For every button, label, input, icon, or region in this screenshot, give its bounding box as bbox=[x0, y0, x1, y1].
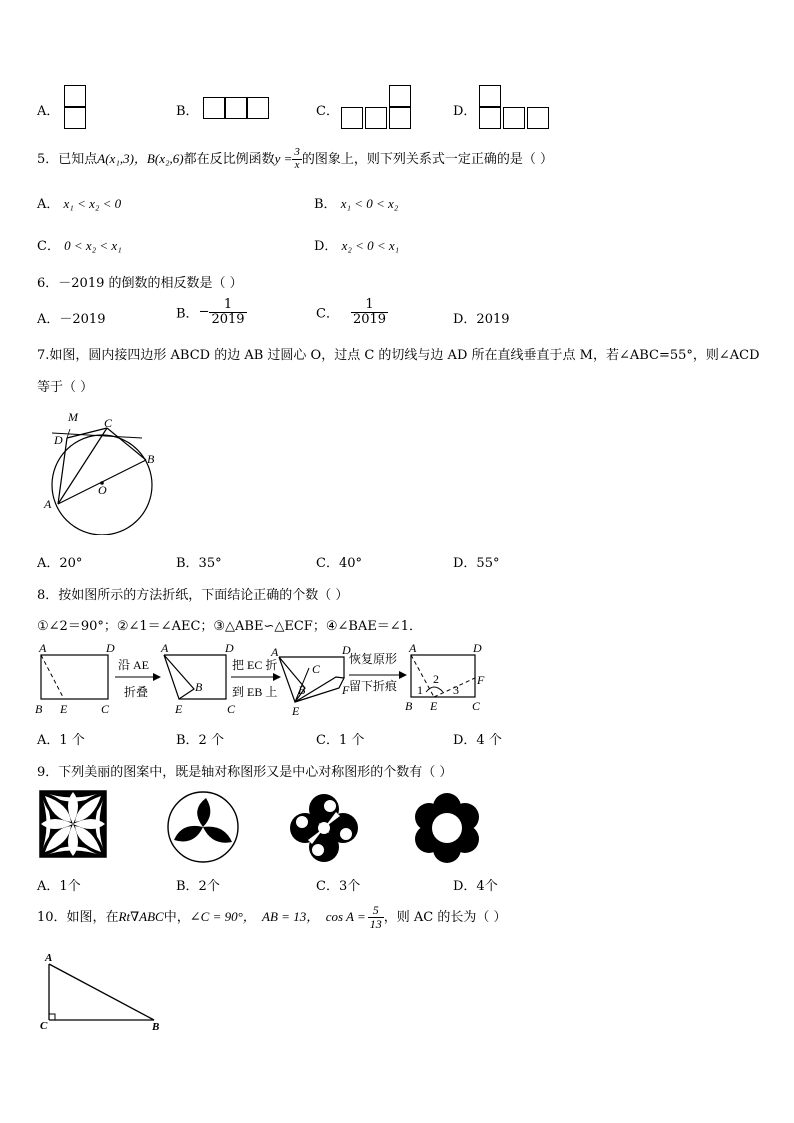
q7-option-b: B．35° bbox=[176, 556, 222, 571]
q9-pattern-3 bbox=[288, 792, 360, 864]
q8-p1-label-c: C bbox=[101, 702, 110, 716]
question-6-stem: 6．－2019 的倒数的相反数是（ ） bbox=[37, 276, 243, 291]
q6-option-c: C． $\frac{1}{2019}$ bbox=[316, 297, 387, 327]
q8-option-d: D．4 个 bbox=[453, 733, 502, 748]
q8-option-c: C．1 个 bbox=[316, 733, 365, 748]
q9-pattern-2 bbox=[166, 790, 240, 864]
question-8-stem: 8．按如图所示的方法折纸，下面结论正确的个数（ ） bbox=[37, 588, 349, 603]
q8-p4-label-a: A bbox=[409, 641, 417, 655]
q5-option-a: A． x₁ < x₂ < 0 bbox=[37, 196, 122, 212]
q9-pattern-1 bbox=[39, 790, 107, 858]
q9-option-c: C．3个 bbox=[316, 879, 361, 894]
q4-option-b-label: B． bbox=[176, 104, 199, 119]
q7-label-c: C bbox=[104, 416, 113, 430]
q9-option-a: A．1个 bbox=[37, 879, 81, 894]
q8-p2-label-a: A bbox=[161, 641, 169, 655]
q7-label-b: B bbox=[147, 452, 155, 466]
q10-label-b: B bbox=[152, 1021, 160, 1033]
q8-option-a: A．1 个 bbox=[37, 733, 85, 748]
q4-option-a-label: A． bbox=[37, 104, 60, 119]
q8-p4-label-f: F bbox=[477, 673, 485, 687]
question-8-conclusions: ①∠2＝90°；②∠1＝∠AEC；③△ABE∽△ECF；④∠BAE＝∠1． bbox=[37, 619, 422, 634]
q8-p1-label-e: E bbox=[60, 702, 68, 716]
q8-option-b: B．2 个 bbox=[176, 733, 224, 748]
question-7-stem-line1: 7.如图，圆内接四边形 ABCD 的边 AB 过圆心 O，过点 C 的切线与边 AD 所在直线垂直于点 M，若∠ABC=55°，则∠ACD bbox=[37, 348, 760, 363]
q8-p2-label-b: B bbox=[195, 680, 203, 694]
q8-step3-top: 恢复原形 bbox=[349, 652, 398, 666]
q7-option-a: A．20° bbox=[37, 556, 83, 571]
question-5-stem: 5．已知点A(x₁,3)，B(x₂,6)都在反比例函数y = $\frac{3}{x}$ 的图象上，则下列关系式一定正确的是（ ） bbox=[37, 146, 554, 171]
q8-p1-label-d: D bbox=[106, 641, 115, 655]
q8-p3-label-d: D bbox=[342, 643, 351, 657]
q8-step2-bottom: 到 EB 上 bbox=[232, 685, 278, 699]
q10-triangle-figure bbox=[38, 950, 168, 1036]
q9-option-b: B．2个 bbox=[176, 879, 220, 894]
q8-p2-label-c: C bbox=[227, 702, 236, 716]
q8-p1-label-b: B bbox=[35, 702, 43, 716]
q8-p3-label-c: C bbox=[312, 662, 321, 676]
q7-circle-figure bbox=[38, 405, 163, 535]
q5-option-b: B． x₁ < 0 < x₂ bbox=[314, 196, 399, 212]
q5-option-c: C． 0 < x₂ < x₁ bbox=[37, 238, 122, 254]
q6-option-a: A．－2019 bbox=[37, 312, 106, 327]
q7-label-d: D bbox=[54, 433, 63, 447]
q6-option-d: D．2019 bbox=[453, 312, 510, 327]
q6-option-b: B．− $\frac{1}{2019}$ bbox=[176, 297, 245, 327]
q8-p3-label-f: F bbox=[342, 683, 350, 697]
q8-p4-label-c: C bbox=[472, 699, 481, 713]
q9-pattern-4 bbox=[411, 792, 483, 864]
q8-p3-label-e: E bbox=[292, 704, 300, 718]
question-9-stem: 9．下列美丽的图案中，既是轴对称图形又是中心对称图形的个数有（ ） bbox=[37, 765, 453, 780]
q7-label-m: M bbox=[68, 410, 78, 424]
q4-option-d-label: D． bbox=[453, 104, 477, 119]
q8-p3-label-b: B bbox=[298, 683, 306, 697]
q7-label-o: O bbox=[98, 483, 107, 497]
q8-folding-figure bbox=[33, 638, 503, 720]
q4-option-c-label: C． bbox=[316, 104, 339, 119]
q8-p1-label-a: A bbox=[39, 641, 47, 655]
q8-p4-label-n3: 3 bbox=[453, 683, 459, 697]
q8-p4-label-d: D bbox=[473, 641, 482, 655]
q7-option-d: D．55° bbox=[453, 556, 500, 571]
q5-option-d: D． x₂ < 0 < x₁ bbox=[314, 238, 400, 254]
q7-label-a: A bbox=[44, 497, 52, 511]
question-10-stem: 10．如图，在Rt∇ABC中，∠C = 90°， AB = 13， cos A = $\frac{5}{13}$ ，则 AC 的长为（ ） bbox=[37, 903, 507, 931]
q8-p2-label-d: D bbox=[225, 641, 234, 655]
q8-step2-top: 把 EC 折 bbox=[232, 658, 278, 672]
q8-p3-label-a: A bbox=[271, 645, 279, 659]
q10-label-a: A bbox=[45, 952, 53, 964]
q8-p4-label-n2: 2 bbox=[433, 672, 439, 686]
q8-p4-label-n1: 1 bbox=[417, 683, 423, 697]
q8-p2-label-e: E bbox=[175, 702, 183, 716]
q10-label-c: C bbox=[40, 1020, 48, 1032]
q8-step1-bottom: 折叠 bbox=[124, 685, 149, 699]
q7-option-c: C．40° bbox=[316, 556, 362, 571]
q8-step1-top: 沿 AE bbox=[118, 658, 149, 672]
q8-p4-label-e: E bbox=[430, 699, 438, 713]
q9-option-d: D．4个 bbox=[453, 879, 498, 894]
q8-step3-bottom: 留下折痕 bbox=[349, 679, 398, 693]
q8-p4-label-b: B bbox=[405, 699, 413, 713]
question-7-stem-line2: 等于（ ） bbox=[37, 380, 94, 395]
